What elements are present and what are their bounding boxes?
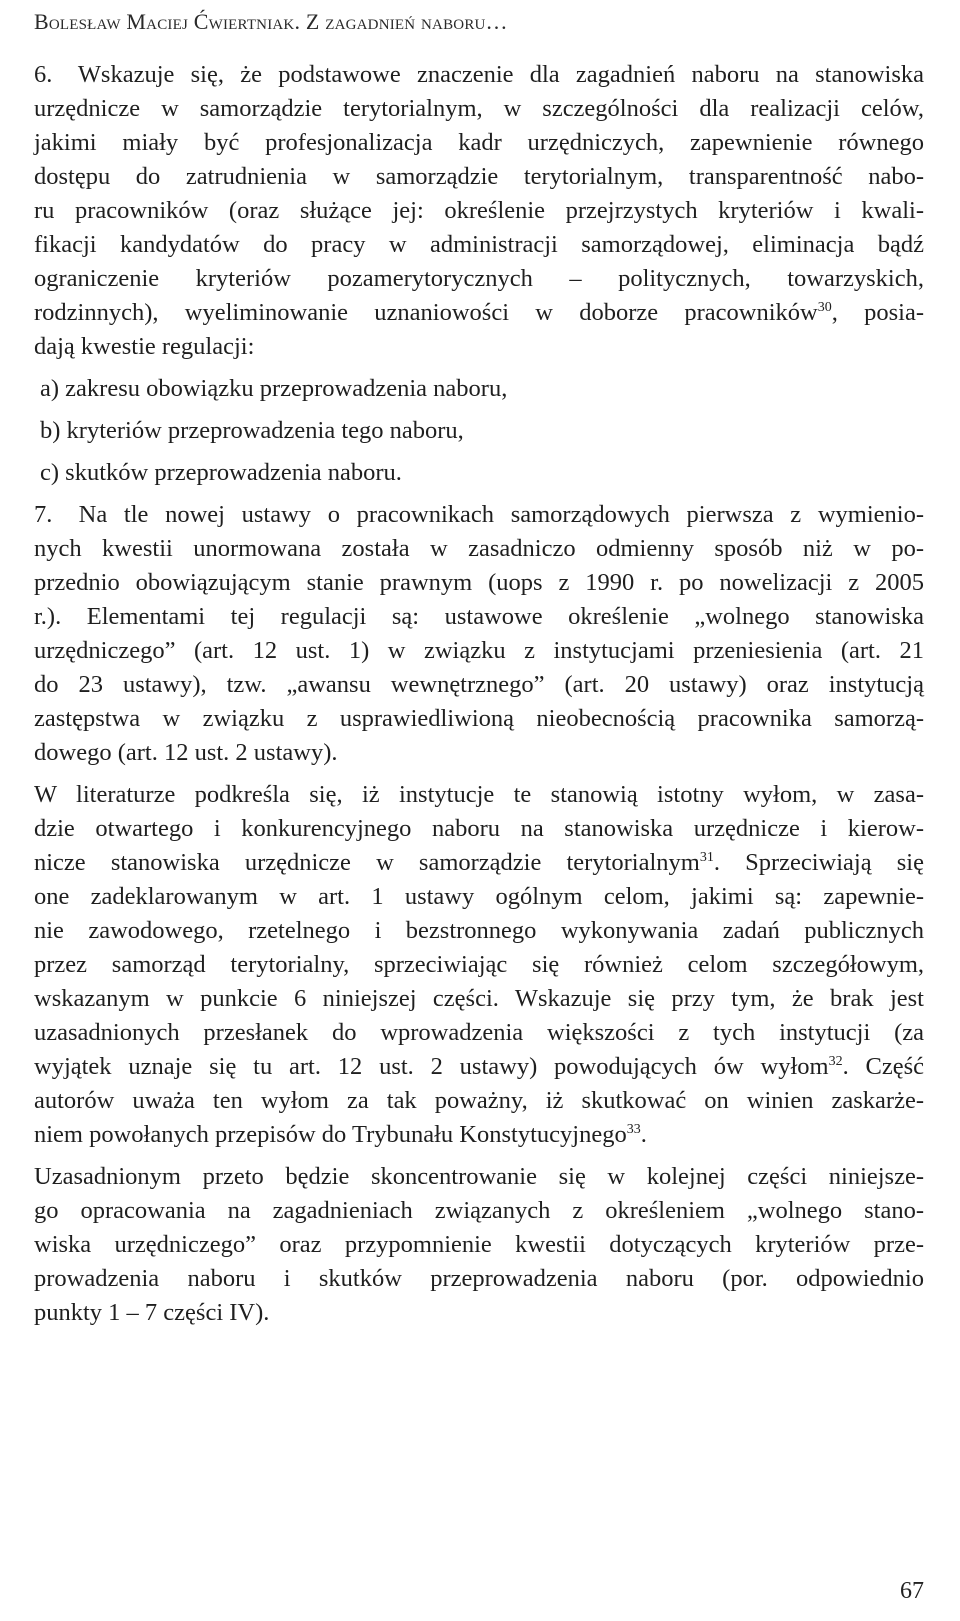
text-line: dowego (art. 12 ust. 2 ustawy). (34, 739, 338, 766)
line-text: . Sprzeciwiają się (713, 849, 924, 876)
text-line: dostępu do zatrudnienia w samorządzie terytorialnym, transparentność nabo- (34, 163, 924, 190)
paragraph-literature (34, 778, 924, 1152)
text-line: przez samorząd terytorialny, sprzeciwiając się również celom szczegółowym, (34, 951, 924, 978)
footnote-ref: 30 (817, 299, 832, 315)
page-number: 67 (900, 1578, 924, 1604)
text-line (34, 498, 924, 532)
text-line: przednio obowiązującym stanie prawnym (uops z 1990 r. po nowelizacji z 2005 (34, 569, 924, 596)
running-head: Bolesław Maciej Ćwiertniak. Z zagadnień naboru… (34, 9, 508, 34)
footnote-ref: 32 (828, 1053, 843, 1069)
text-line (34, 1050, 924, 1084)
text-line (34, 296, 924, 330)
list-item: b) kryteriów przeprowadzenia tego naboru, (40, 417, 464, 444)
list-item: c) skutków przeprowadzenia naboru. (40, 459, 402, 486)
section-number: 7. (34, 501, 53, 528)
text-line: wiska urzędniczego” oraz przypomnienie kwestii dotyczących kryteriów prze- (34, 1231, 924, 1258)
text-line: ru pracowników (oraz służące jej: określenie przejrzystych kryteriów i kwali- (34, 197, 924, 224)
line-text: niem powołanych przepisów do Trybunału Konstytucyjnego (34, 1121, 627, 1148)
text-line: punkty 1 – 7 części IV). (34, 1299, 270, 1326)
line-text: Na tle nowej ustawy o pracownikach samorządowych pierwsza z wymienio- (78, 501, 924, 528)
line-text: . (640, 1121, 647, 1148)
text-line: ograniczenie kryteriów pozamerytorycznych – politycznych, towarzyskich, (34, 265, 924, 292)
line-text: wyjątek uznaje się tu art. 12 ust. 2 ustawy) powodujących ów wyłom (34, 1053, 829, 1080)
page-body (34, 58, 924, 1330)
text-line: uzasadnionych przesłanek do wprowadzenia większości z tych instytucji (za (34, 1019, 924, 1046)
line-text: Wskazuje się, że podstawowe znaczenie dla zagadnień naboru na stanowiska (77, 61, 924, 88)
section-7 (34, 498, 924, 770)
text-line: nie zawodowego, rzetelnego i bezstronnego wykonywania zadań publicznych (34, 917, 924, 944)
text-line: fikacji kandydatów do pracy w administracji samorządowej, eliminacja bądź (34, 231, 924, 258)
list-item: a) zakresu obowiązku przeprowadzenia naboru, (40, 375, 508, 402)
text-line: urzędniczego” (art. 12 ust. 1) w związku z instytucjami przeniesienia (art. 21 (34, 637, 924, 664)
text-line: dzie otwartego i konkurencyjnego naboru na stanowiska urzędnicze i kierow- (34, 815, 924, 842)
line-text: rodzinnych), wyeliminowanie uznaniowości w doborze pracowników (34, 299, 818, 326)
line-text: , posia- (831, 299, 924, 326)
text-line: wskazanym w punkcie 6 niniejszej części. Wskazuje się przy tym, że brak jest (34, 985, 924, 1012)
text-line: jakimi miały być profesjonalizacja kadr urzędniczych, zapewnienie równego (34, 129, 924, 156)
line-text: nicze stanowiska urzędnicze w samorządzie terytorialnym (34, 849, 700, 876)
text-line: dają kwestie regulacji: (34, 333, 255, 360)
text-line: W literaturze podkreśla się, iż instytucje te stanowią istotny wyłom, w zasa- (34, 781, 924, 808)
text-line: r.). Elementami tej regulacji są: ustawowe określenie „wolnego stanowiska (34, 603, 924, 630)
text-line: autorów uważa ten wyłom za tak poważny, iż skutkować on winien zaskarże- (34, 1087, 924, 1114)
text-line: Uzasadnionym przeto będzie skoncentrowanie się w kolejnej części niniejsze- (34, 1163, 924, 1190)
section-6 (34, 58, 924, 490)
text-line: nych kwestii unormowana została w zasadniczo odmienny sposób niż w po- (34, 535, 924, 562)
text-line (34, 846, 924, 880)
text-line: zastępstwa w związku z usprawiedliwioną nieobecnością pracownika samorzą- (34, 705, 924, 732)
text-line (34, 1118, 924, 1152)
section-number: 6. (34, 61, 53, 88)
text-line: prowadzenia naboru i skutków przeprowadzenia naboru (por. odpowiednio (34, 1265, 924, 1292)
text-line: one zadeklarowanym w art. 1 ustawy ogólnym celom, jakimi są: zapewnie- (34, 883, 924, 910)
text-line: go opracowania na zagadnieniach związanych z określeniem „wolnego stano- (34, 1197, 924, 1224)
text-line: do 23 ustawy), tzw. „awansu wewnętrznego” (art. 20 ustawy) oraz instytucją (34, 671, 924, 698)
text-line (34, 58, 924, 92)
footnote-ref: 31 (699, 849, 714, 865)
footnote-ref: 33 (626, 1121, 641, 1137)
paragraph-conclusion (34, 1160, 924, 1330)
line-text: . Część (842, 1053, 924, 1080)
text-line: urzędnicze w samorządzie terytorialnym, w szczególności dla realizacji celów, (34, 95, 924, 122)
